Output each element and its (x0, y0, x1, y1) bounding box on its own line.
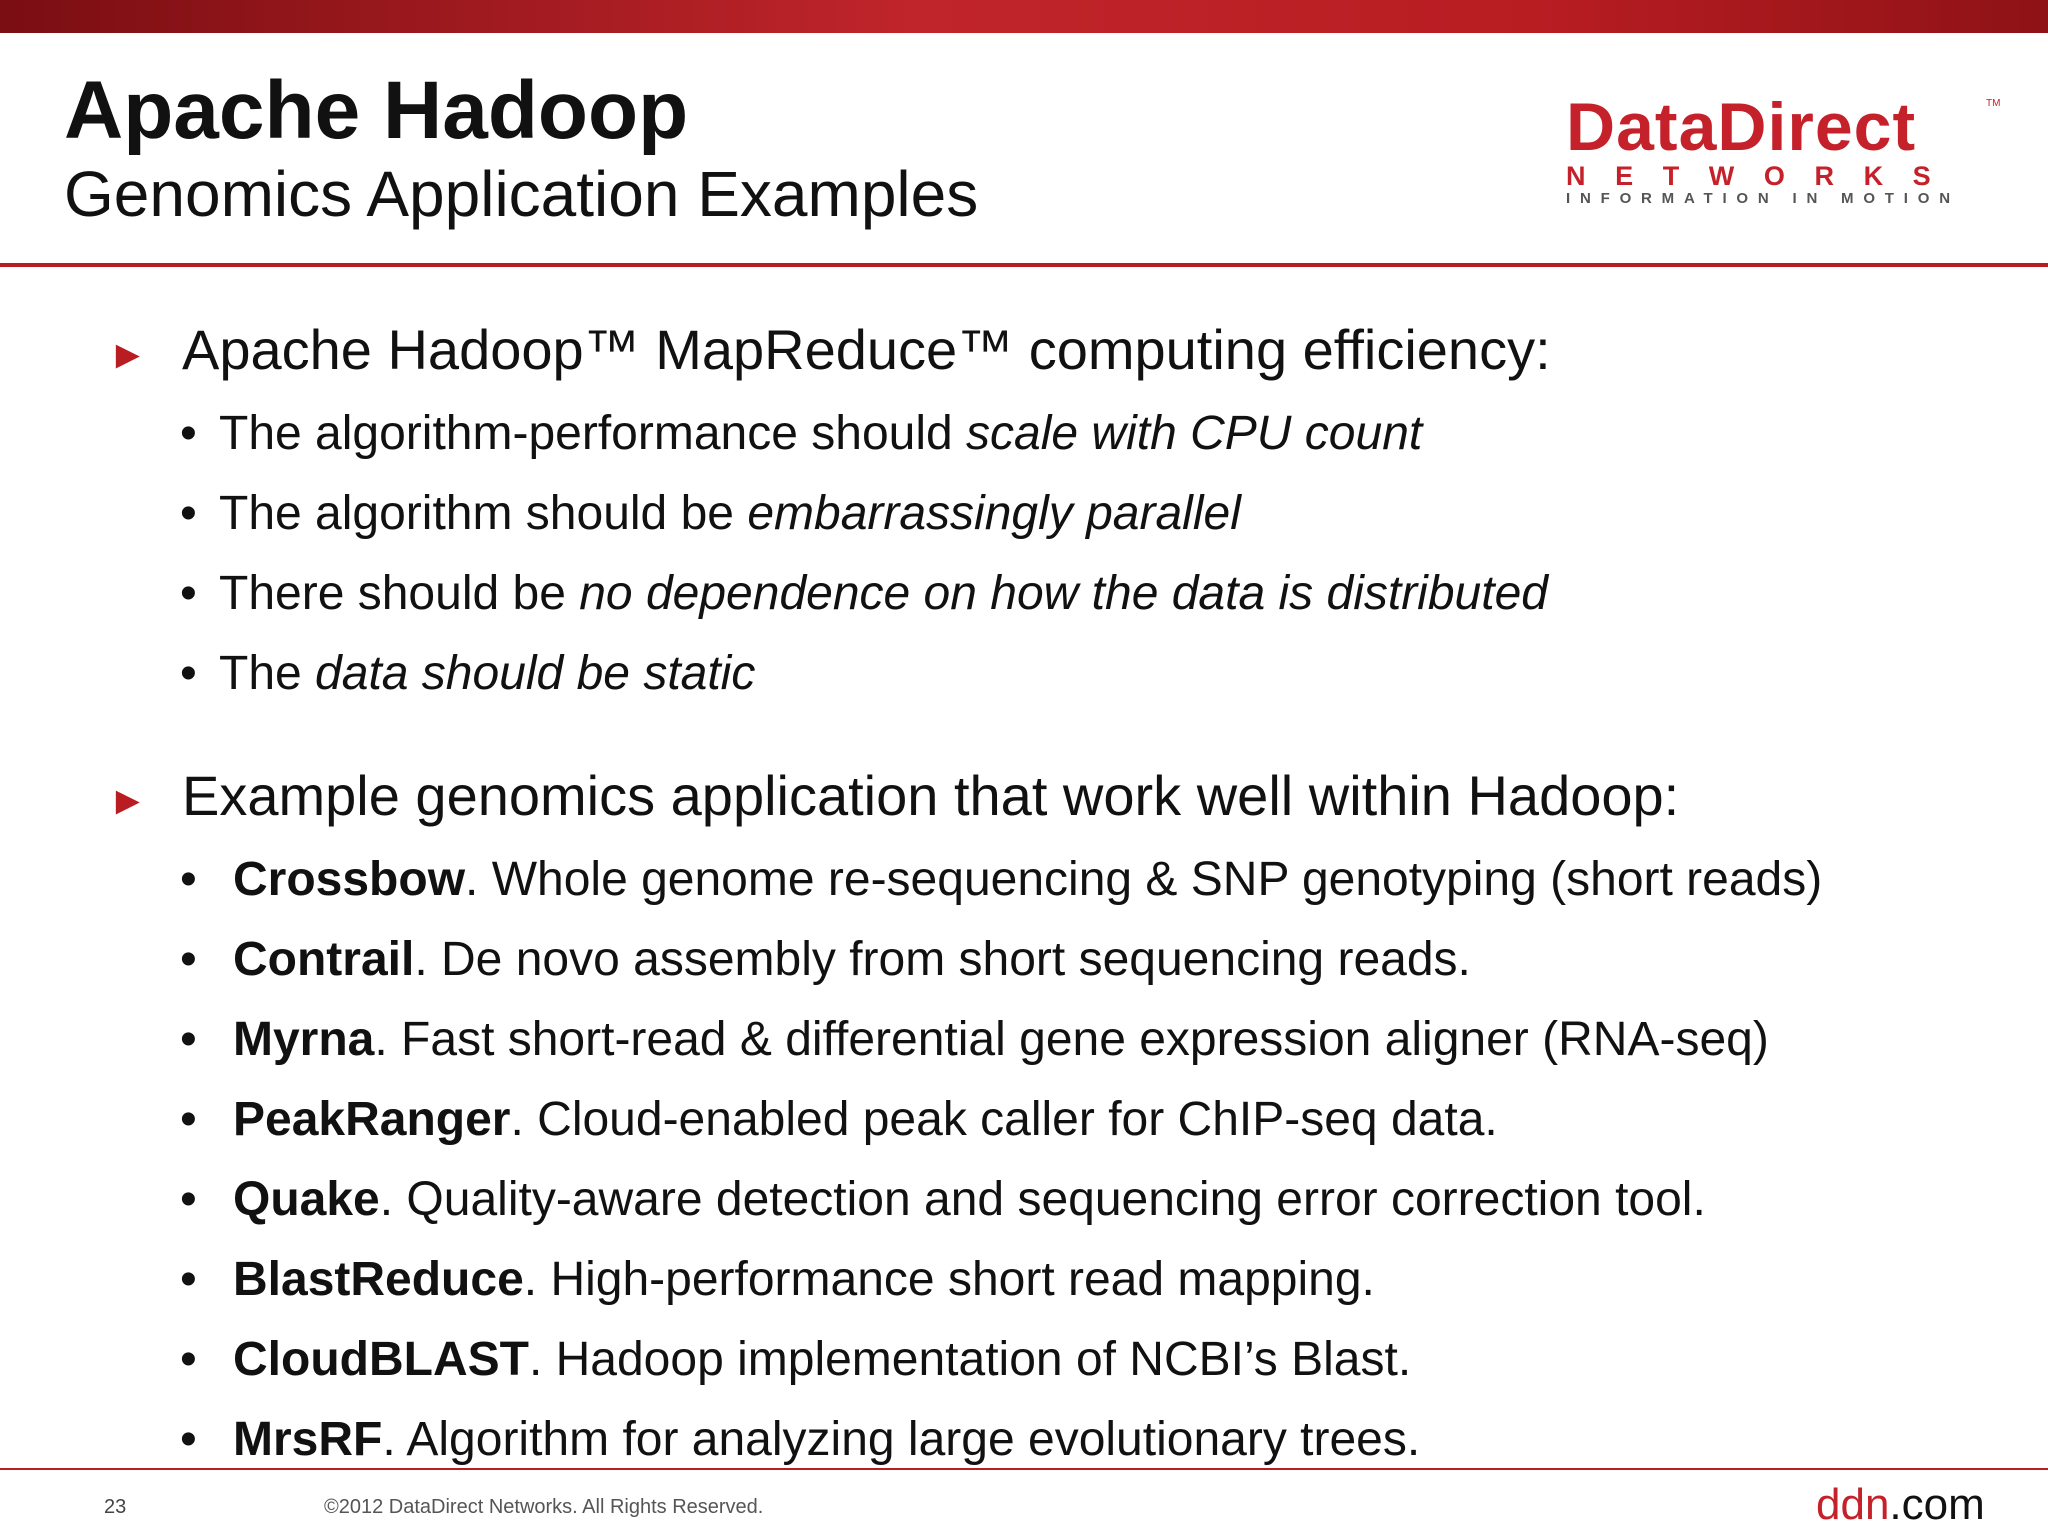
logo-trademark: TM (1986, 98, 2001, 109)
bullet-dot-icon: • (180, 1413, 197, 1466)
app-description: . Fast short-read & differential gene expression aligner (RNA-seq) (374, 1013, 1769, 1066)
site-url (1816, 1480, 1985, 1530)
genomics-app-item (233, 852, 1822, 908)
genomics-app-item (233, 1012, 1769, 1068)
app-name: CloudBLAST (233, 1333, 529, 1386)
bullet-dot-icon: • (180, 853, 197, 906)
page-number: 23 (104, 1496, 127, 1518)
bullet-dot-icon: • (180, 1093, 197, 1146)
copyright-notice: ©2012 DataDirect Networks. All Rights Reserved. (324, 1496, 764, 1518)
app-name: Quake (233, 1173, 380, 1226)
genomics-app-item (233, 1412, 1420, 1468)
bullet-dot-icon: • (180, 1173, 197, 1226)
bullet-dot-icon: • (180, 933, 197, 986)
app-description: . Quality-aware detection and sequencing error correction tool. (379, 1173, 1706, 1226)
point-emphasis: scale with CPU count (966, 407, 1423, 460)
bullet-dot-icon: • (180, 407, 197, 460)
app-description: . High-performance short read mapping. (523, 1253, 1375, 1306)
app-name: Contrail (233, 933, 415, 986)
section1-heading: Apache Hadoop™ MapReduce™ computing efficiency: (182, 318, 1551, 381)
efficiency-point (219, 486, 1241, 542)
bullet-dot-icon: • (180, 487, 197, 540)
point-text: The algorithm should be (219, 487, 748, 540)
app-name: PeakRanger (233, 1093, 511, 1146)
point-emphasis: data should be static (315, 647, 756, 700)
app-name: BlastReduce (233, 1253, 524, 1306)
app-description: . Algorithm for analyzing large evolutionary trees. (382, 1413, 1421, 1466)
site-url-ddn: ddn (1816, 1480, 1890, 1529)
point-text: The algorithm-performance should (219, 407, 967, 460)
efficiency-point (219, 646, 755, 702)
logo-tagline: INFORMATION IN MOTION (1566, 190, 1960, 207)
bullet-dot-icon: • (180, 1253, 197, 1306)
point-text: There should be (219, 567, 580, 620)
bullet-dot-icon: • (180, 1013, 197, 1066)
point-text: The (219, 647, 316, 700)
logo-networks: NETWORKS (1566, 161, 1961, 191)
genomics-app-item (233, 1172, 1706, 1228)
point-emphasis: no dependence on how the data is distributed (579, 567, 1548, 620)
bullet-dot-icon: • (180, 647, 197, 700)
point-emphasis: embarrassingly parallel (747, 487, 1241, 540)
bullet-dot-icon: • (180, 1333, 197, 1386)
site-url-com: .com (1889, 1480, 1985, 1529)
app-description: . Whole genome re-sequencing & SNP genotyping (short reads) (465, 853, 1823, 906)
efficiency-point (219, 406, 1422, 462)
genomics-app-item (233, 1092, 1498, 1148)
app-description: . Hadoop implementation of NCBI’s Blast. (528, 1333, 1412, 1386)
top-banner (0, 0, 2048, 33)
app-name: MrsRF (233, 1413, 383, 1466)
footer-divider (0, 1468, 2048, 1470)
app-name: Crossbow (233, 853, 466, 906)
header-divider (0, 263, 2048, 267)
ddn-logo (1566, 89, 2001, 207)
app-description: . De novo assembly from short sequencing reads. (414, 933, 1471, 986)
slide-title: Apache Hadoop (64, 65, 689, 156)
genomics-app-item (233, 932, 1471, 988)
arrow-bullet-icon: ► (108, 779, 148, 823)
bullet-dot-icon: • (180, 567, 197, 620)
logo-wordmark: DataDirect (1566, 89, 1917, 165)
arrow-bullet-icon: ► (108, 333, 148, 377)
genomics-app-item (233, 1332, 1411, 1388)
slide-subtitle: Genomics Application Examples (64, 158, 979, 230)
genomics-app-item (233, 1252, 1375, 1308)
app-description: . Cloud-enabled peak caller for ChIP-seq data. (510, 1093, 1498, 1146)
app-name: Myrna (233, 1013, 375, 1066)
section2-heading: Example genomics application that work well within Hadoop: (182, 764, 1680, 827)
efficiency-point (219, 566, 1548, 622)
